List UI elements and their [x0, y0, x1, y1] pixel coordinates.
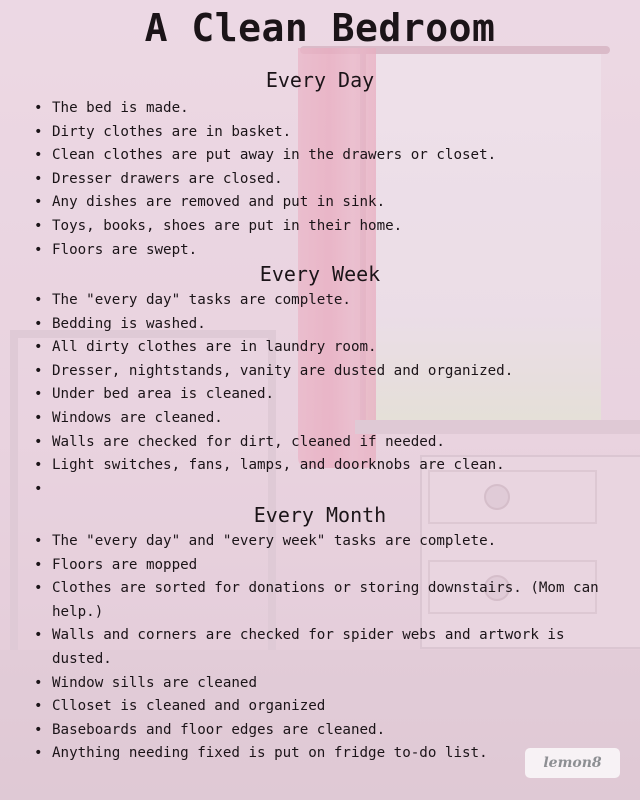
- list-item: [30, 289, 615, 313]
- bullet-icon: •: [34, 580, 43, 597]
- bullet-icon: •: [34, 292, 43, 308]
- bullet-icon: •: [34, 627, 43, 644]
- list-item: [30, 672, 615, 696]
- bullet-icon: •: [34, 386, 43, 403]
- list-item-text: Walls and corners are checked for spider webs and artwork is dusted.: [52, 627, 565, 667]
- list-item-text: All dirty clothes are in laundry room.: [52, 339, 377, 356]
- list-item: [30, 407, 615, 431]
- bullet-icon: •: [34, 100, 43, 116]
- list-item-text: Light switches, fans, lamps, and doorknobs are clean.: [52, 457, 505, 474]
- bullet-icon: •: [34, 241, 43, 258]
- bullet-icon: •: [34, 170, 43, 187]
- bullet-icon: •: [34, 217, 43, 234]
- every-week-list: [30, 289, 615, 501]
- bullet-icon: •: [34, 674, 43, 691]
- section-heading-every-day: Every Day: [265, 68, 375, 92]
- list-item-text: Clothes are sorted for donations or storing downstairs. (Mom can help.): [52, 580, 599, 620]
- bullet-icon: •: [34, 721, 43, 738]
- list-item: [30, 431, 615, 455]
- list-item-text: Bedding is washed.: [52, 315, 206, 332]
- list-item: [30, 97, 615, 121]
- list-item: [30, 336, 615, 360]
- list-item: [30, 168, 615, 192]
- list-item-text: The "every day" tasks are complete.: [52, 292, 351, 308]
- list-item-text: Dresser, nightstands, vanity are dusted and organized.: [52, 362, 514, 379]
- list-item-text: Under bed area is cleaned.: [52, 386, 275, 403]
- list-item-text: Floors are mopped: [52, 556, 198, 573]
- list-item-text: Clean clothes are put away in the drawers or closet.: [52, 147, 497, 164]
- bullet-icon: •: [34, 194, 43, 211]
- bullet-icon: •: [34, 745, 43, 762]
- list-item-text: Any dishes are removed and put in sink.: [52, 194, 386, 211]
- list-item: [30, 239, 615, 263]
- bullet-icon: •: [34, 533, 43, 549]
- bullet-icon: •: [34, 315, 43, 332]
- section-heading-every-week: Every Week: [259, 262, 381, 286]
- page-title: A Clean Bedroom: [144, 6, 496, 50]
- bullet-icon: •: [34, 433, 43, 450]
- list-item-text: Floors are swept.: [52, 241, 198, 258]
- list-item-text: Clloset is cleaned and organized: [52, 698, 326, 715]
- list-item: [30, 577, 615, 624]
- lemon8-watermark: lemon8: [525, 748, 620, 778]
- every-month-list: [30, 530, 615, 766]
- list-item: [30, 144, 615, 168]
- list-item: [30, 121, 615, 145]
- list-item-text: Windows are cleaned.: [52, 409, 223, 426]
- list-item: [30, 383, 615, 407]
- list-item-text: Walls are checked for dirt, cleaned if needed.: [52, 433, 445, 450]
- list-item: [30, 554, 615, 578]
- list-item: [30, 215, 615, 239]
- list-item: [30, 313, 615, 337]
- list-item-text: The "every day" and "every week" tasks are complete.: [52, 533, 497, 549]
- list-item-text: Dirty clothes are in basket.: [52, 123, 292, 140]
- list-item: [30, 530, 615, 554]
- bullet-icon: •: [34, 698, 43, 715]
- list-item: [30, 624, 615, 671]
- bullet-icon: •: [34, 362, 43, 379]
- list-item-text: Window sills are cleaned: [52, 674, 257, 691]
- every-day-list: [30, 97, 615, 262]
- list-item: [30, 191, 615, 215]
- list-item: [30, 695, 615, 719]
- list-item-text: Dresser drawers are closed.: [52, 170, 283, 187]
- bullet-icon: •: [34, 147, 43, 164]
- list-item: [30, 478, 615, 502]
- list-item-text: The bed is made.: [52, 100, 189, 116]
- list-item-text: Baseboards and floor edges are cleaned.: [52, 721, 386, 738]
- bullet-icon: •: [34, 409, 43, 426]
- list-item-text: Anything needing fixed is put on fridge to-do list.: [52, 745, 488, 762]
- bullet-icon: •: [34, 556, 43, 573]
- list-item: [30, 719, 615, 743]
- list-item: [30, 360, 615, 384]
- bullet-icon: •: [34, 123, 43, 140]
- bullet-icon: •: [34, 457, 43, 474]
- bullet-icon: •: [34, 480, 43, 497]
- section-heading-every-month: Every Month: [253, 503, 387, 527]
- bullet-icon: •: [34, 339, 43, 356]
- list-item: [30, 454, 615, 478]
- list-item-text: Toys, books, shoes are put in their home.: [52, 217, 403, 234]
